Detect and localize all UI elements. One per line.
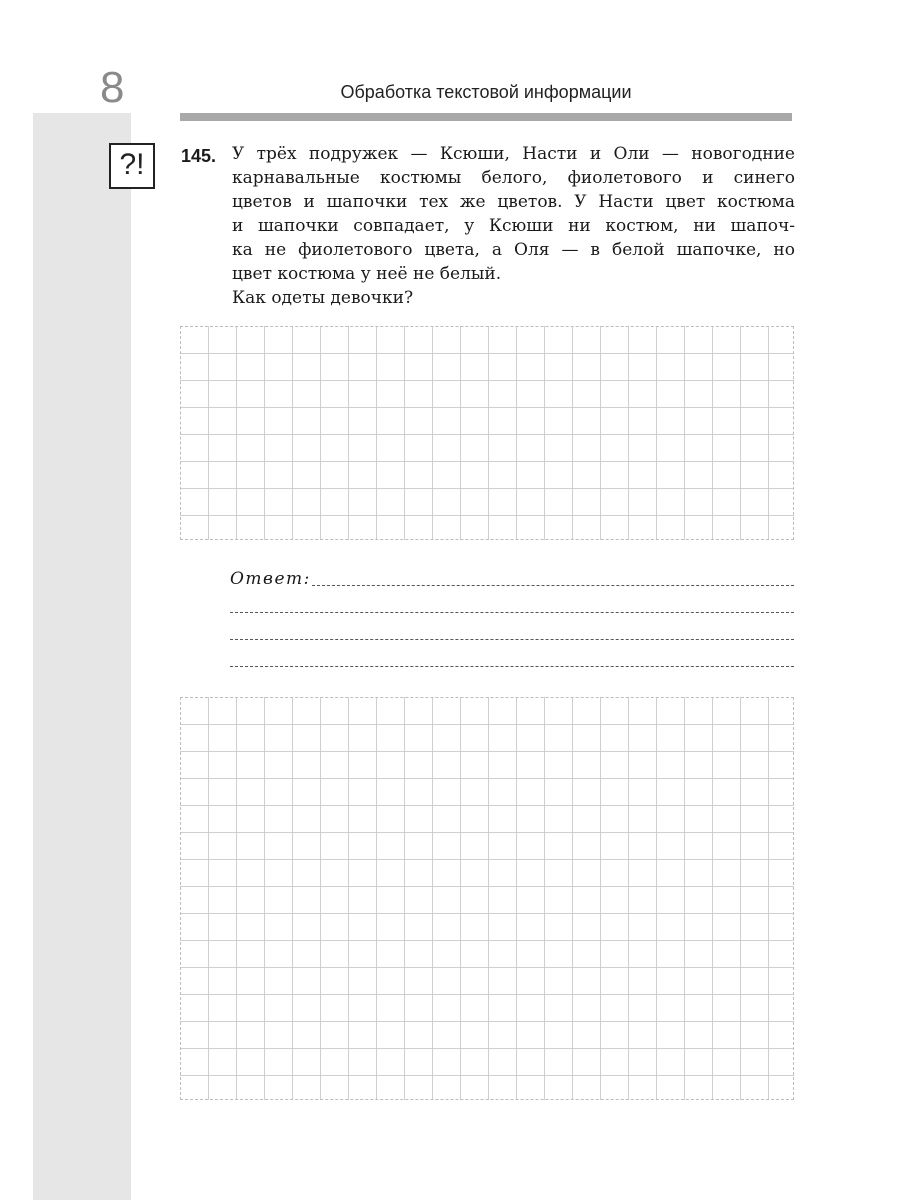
- answer-label: Ответ:: [230, 569, 311, 589]
- header-rule: [180, 113, 792, 121]
- answer-line-3[interactable]: [230, 639, 794, 640]
- task-text-line: цвет костюма у неё не белый.: [232, 264, 502, 284]
- answer-line-2[interactable]: [230, 612, 794, 613]
- task-text-line: карнавальные костюмы белого, фиолетового и синего: [232, 168, 795, 188]
- task-number: 145.: [181, 146, 217, 166]
- workspace-grid-bottom[interactable]: [180, 697, 794, 1100]
- page-side-band: [33, 113, 131, 1200]
- task-text-line: и шапочки совпадает, у Ксюши ни костюм, ни шапоч-: [232, 216, 795, 236]
- task-text: [232, 142, 795, 310]
- chapter-title: Обработка текстовой информации: [340, 82, 632, 102]
- page-number: 8: [100, 63, 125, 112]
- task-text-line: У трёх подружек — Ксюши, Насти и Оли — новогодние: [232, 144, 795, 164]
- task-text-line: ка не фиолетового цвета, а Оля — в белой шапочке, но: [232, 240, 795, 260]
- task-text-line: цветов и шапочки тех же цветов. У Насти цвет костюма: [232, 192, 795, 212]
- answer-line-1[interactable]: [312, 585, 794, 586]
- workspace-grid-top[interactable]: [180, 326, 794, 540]
- task-question: Как одеты девочки?: [232, 288, 414, 308]
- answer-line-4[interactable]: [230, 666, 794, 667]
- think-icon: ?!: [109, 143, 155, 189]
